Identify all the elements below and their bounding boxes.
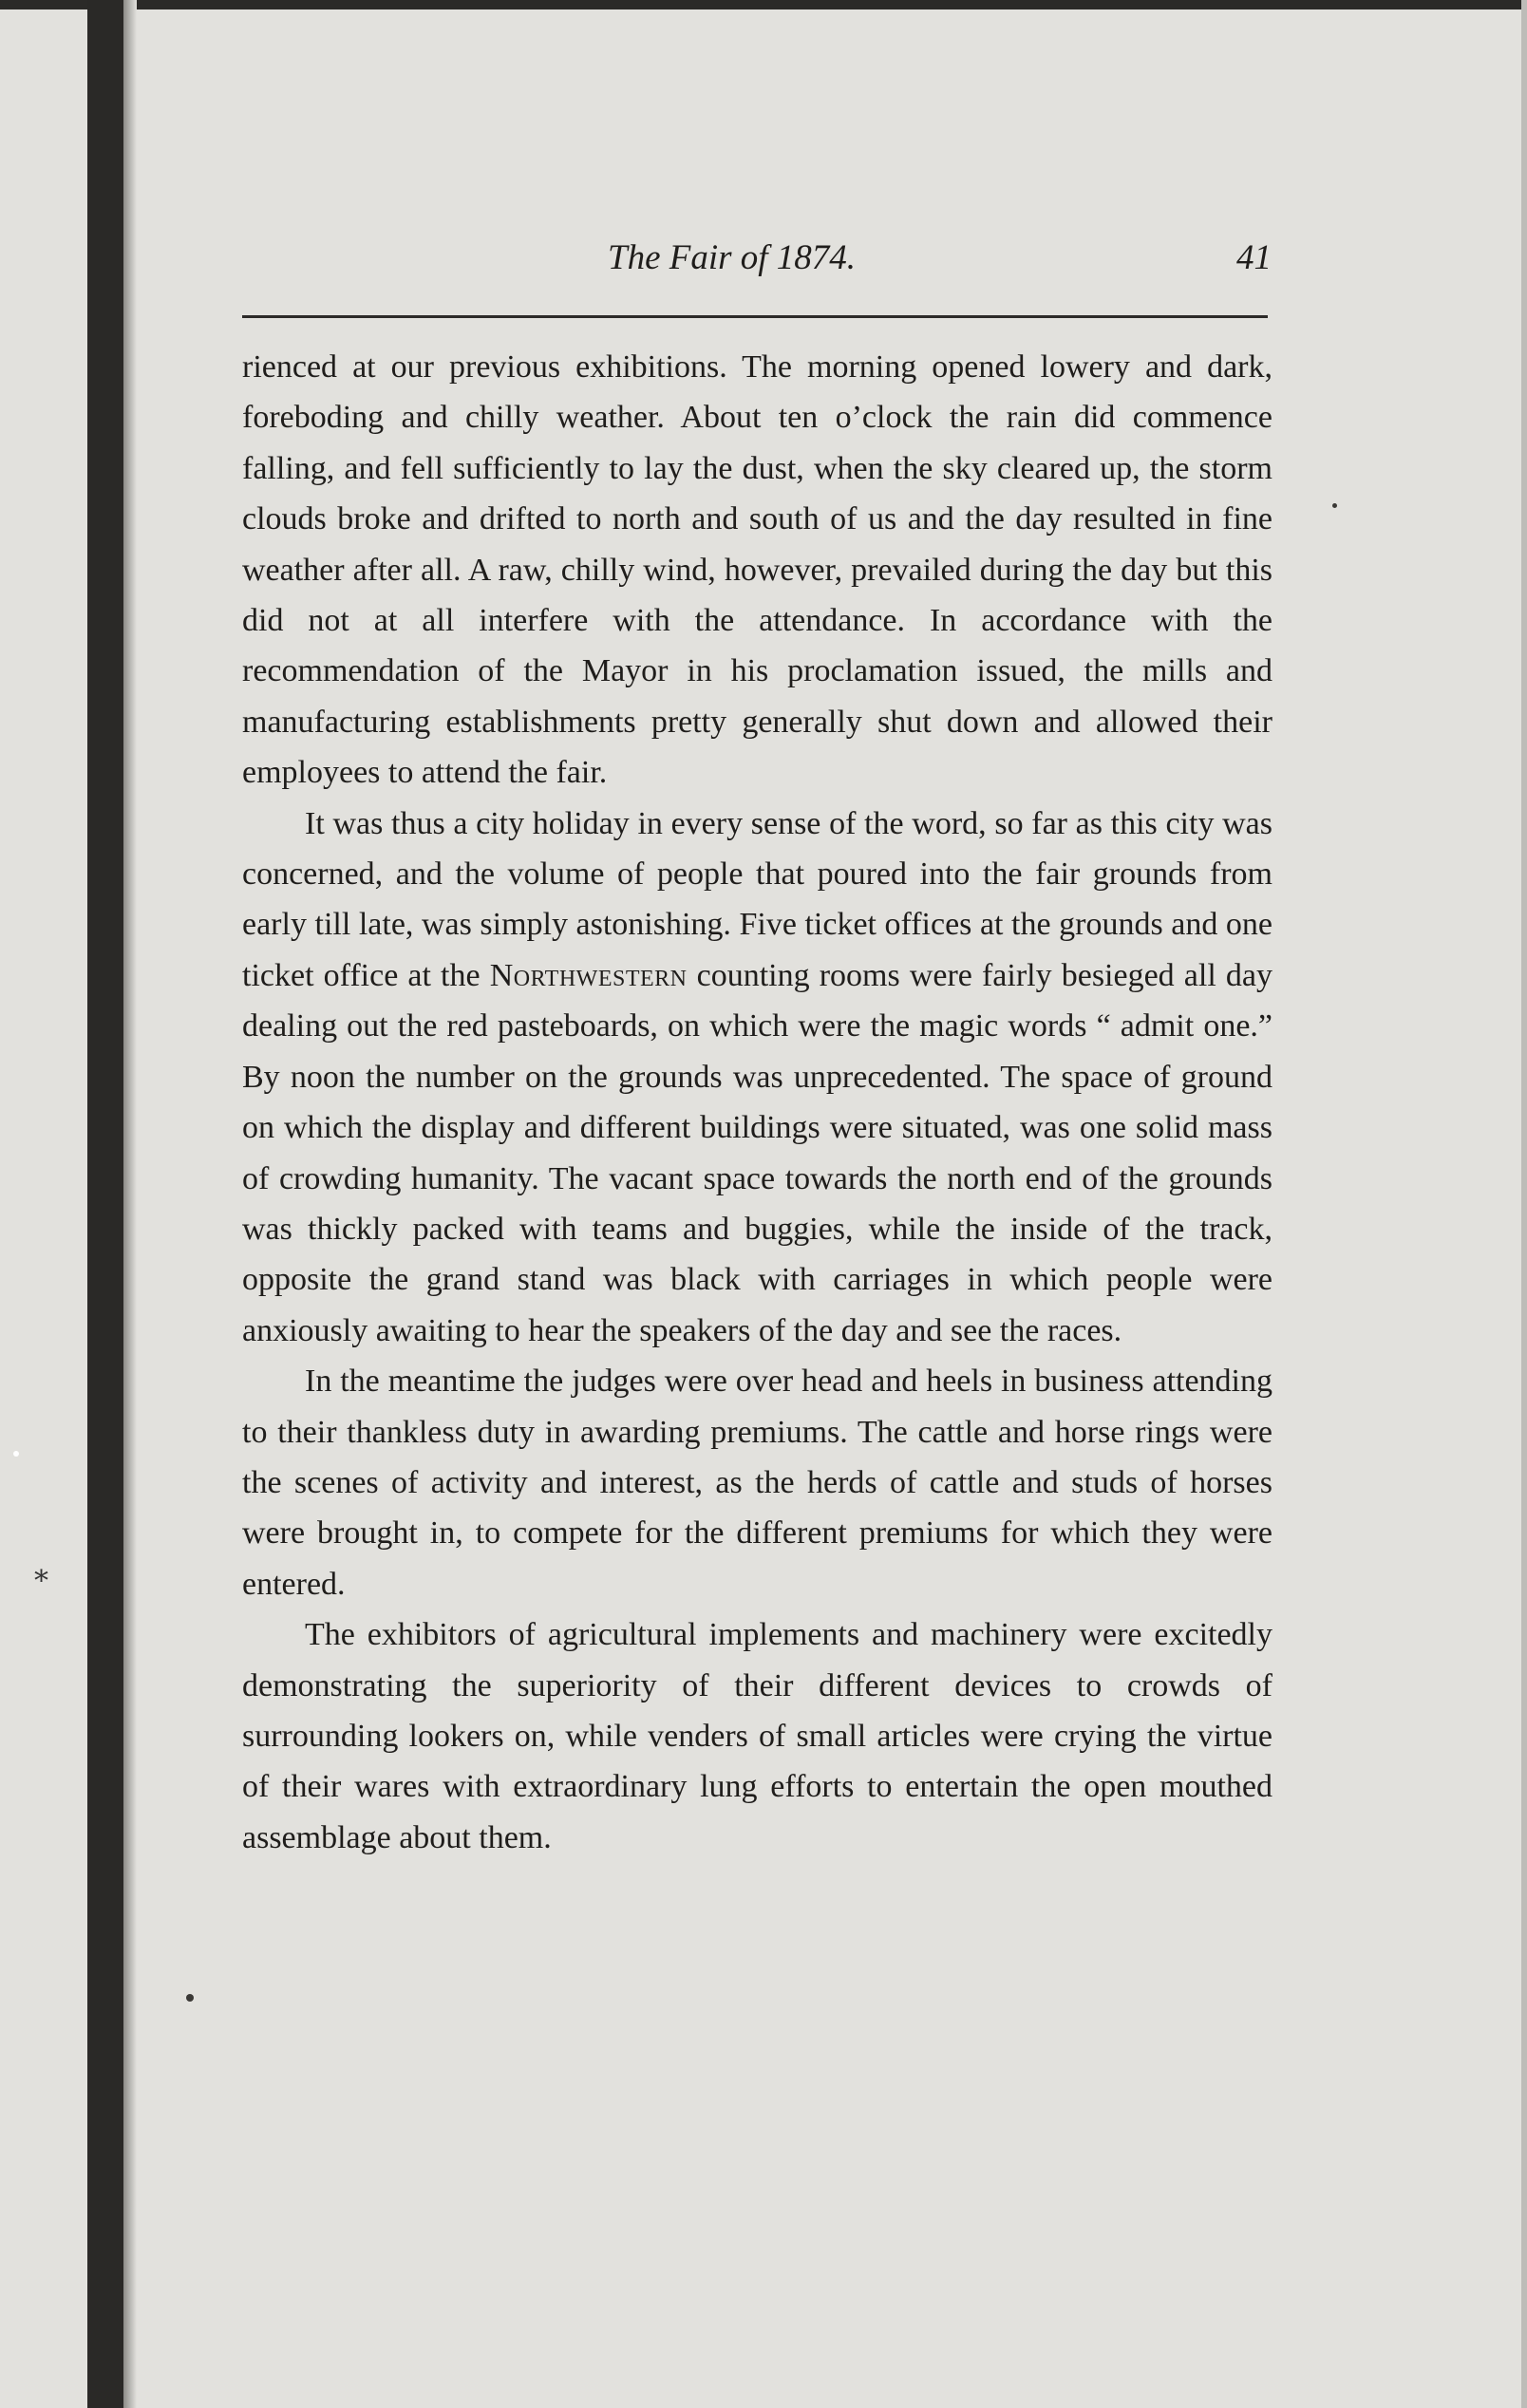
paragraph: rienced at our previous exhibitions. The morning opened lowery and dark, foreboding and chilly weather. About ten o’clock the rain did commence falling, and fell sufficiently to lay the dust, when the sky cleared up, the storm clouds broke and drifted to north and south of us and the day resulted in fine weather after all. A raw, chilly wind, however, prevailed during the day but this did not at all interfere with the attendance. In accordance with the recommendation of the Mayor in his proclamation issued, the mills and manufacturing establishments pretty generally shut down and allowed their employees to attend the fair. — [242, 349, 1272, 791]
paragraph: It was thus a city holiday in every sense of the word, so far as this city was concerned, and the volume of people that poured into the fair grounds from early till late, was simply astonishing. Five ticket offices at the grounds and one ticket office at the Northwestern counting rooms were fairly besieged all day dealing out the red pasteboards, on which were the magic words “ admit one.” By noon the number on the grounds was unprecedented. The space of ground on which the display and different buildings were situated, was one solid mass of crowding humanity. The vacant space towards the north end of the grounds was thickly packed with teams and buggies, while the inside of the track, opposite the grand stand was black with carriages in which people were anxiously awaiting to hear the speakers of the day and see the races. — [242, 805, 1272, 1348]
margin-mark: ⁎ — [34, 1556, 48, 1588]
paragraph: The exhibitors of agricultural implements and machinery were excitedly demonstrating the superiority of their different devices to crowds of surrounding lookers on, while venders of small articles were crying the virtue of their wares with extraordinary lung efforts to entertain the open mouthed assemblage about them. — [242, 1617, 1272, 1855]
speck-mark — [13, 1451, 19, 1457]
gutter-gradient — [123, 0, 137, 2408]
book-page — [242, 237, 1285, 1855]
running-header — [242, 237, 1285, 294]
newspaper-name: Northwestern — [489, 957, 688, 993]
running-title: The Fair of 1874. — [608, 238, 857, 277]
page-top-edge — [0, 0, 1527, 9]
page-right-edge — [1521, 0, 1527, 2408]
page-body — [242, 342, 1272, 1863]
speck-mark — [1332, 503, 1337, 508]
speck-mark — [186, 1994, 194, 2002]
paragraph: In the meantime the judges were over head and heels in business attending to their thankless duty in awarding premiums. The cattle and horse rings were the scenes of activity and interest, as the herds of cattle and studs of horses were brought in, to compete for the different premiums for which they were entered. — [242, 1364, 1272, 1602]
header-rule — [242, 315, 1268, 318]
book-spine-shadow — [87, 0, 123, 2408]
page-number: 41 — [1236, 238, 1272, 277]
